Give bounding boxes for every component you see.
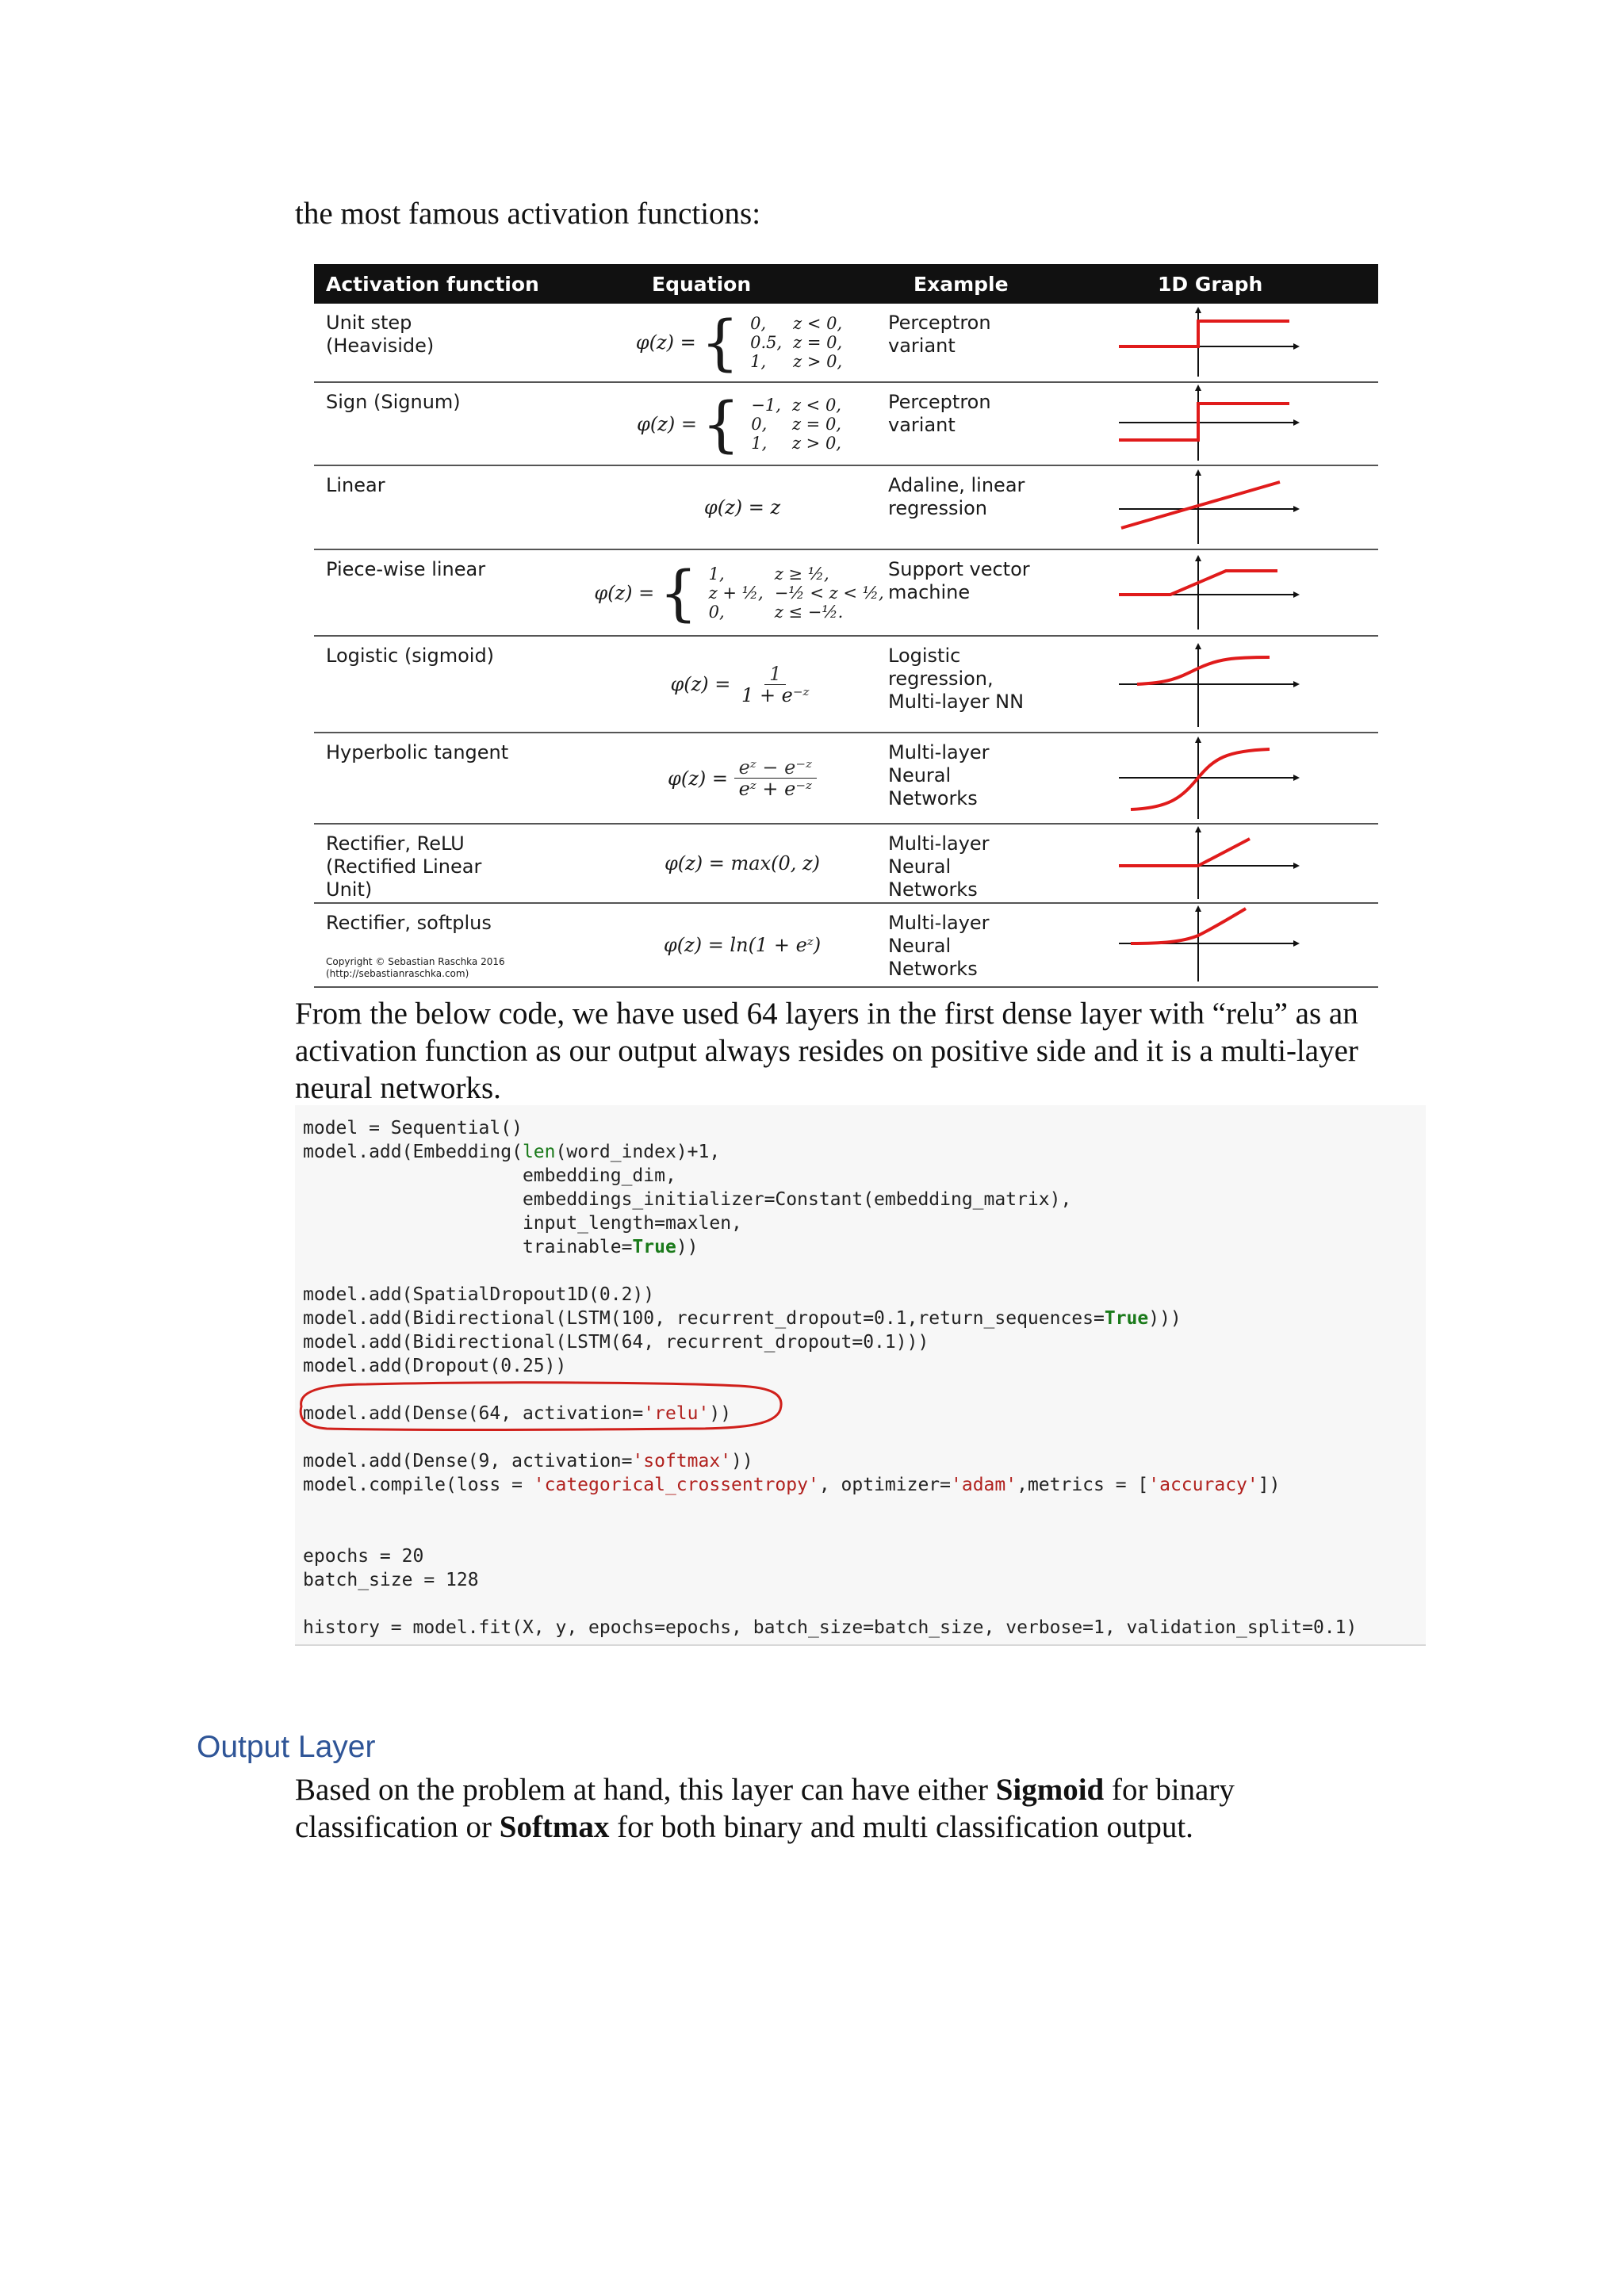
table-row [314, 733, 1378, 825]
explanation-paragraph: From the below code, we have used 64 layers in the first dense layer with “relu” as an activation function as our output always resides on positive side and it is a multi-layer neural networks. [295, 997, 1358, 1105]
piecewise-graph-icon [1115, 550, 1305, 635]
equation-piecewise: φ(z) = { 1, z ≥ ½, z + ½, −½ < z < ½, 0, z ≤ −½. [594, 557, 884, 628]
row-example: Perceptron variant [888, 391, 991, 436]
code-text: model = Sequential() model.add(Embedding(len(word_index)+1, embedding_dim, embeddings_initializer=Constant(embedding_matrix), input_length=maxlen, trainable=True)) model.add(SpatialDropout1D(0.2)) model.add(Bidirectional(LSTM(100, recurrent_dropout=0.1,return_sequences=True))) model.add(Bidirectional(LSTM(64, recurrent_dropout=0.1))) model.add(Dropout(0.25)) model.add(Dense(64, activation='relu')) model.add(Dense(9, activation='softmax')) model.compile(loss = 'categorical_crossentropy', optimizer='adam',metrics = ['accuracy']) epochs = 20 batch_size = 128 history = model.fit(X, y, epochs=epochs, batch_size=batch_size, verbose=1, validation_split=0.1) [303, 1118, 1358, 1638]
equation-sigmoid: φ(z) = $\frac{1}{\text{1 + e⁻ᶻ}}$ [670, 662, 810, 706]
relu-graph-icon [1115, 825, 1305, 902]
equation-sign: φ(z) = { −1, z < 0, 0, z = 0, 1, z > 0, [637, 388, 841, 459]
table-header [314, 264, 1378, 304]
equation-tanh: φ(z) = $\frac{\text{eᶻ − e⁻ᶻ}}{\text{eᶻ + e⁻ᶻ}}$ [552, 733, 933, 823]
table-row [314, 637, 1378, 733]
linear-graph-icon [1115, 466, 1305, 549]
section-heading-output-layer: Output Layer [197, 1730, 376, 1764]
tanh-graph-icon [1115, 733, 1305, 823]
table-row [314, 466, 1378, 550]
row-name: Sign (Signum) [326, 391, 461, 413]
row-name: Hyperbolic tangent [326, 741, 509, 763]
softplus-graph-icon [1115, 904, 1305, 986]
intro-text: the most famous activation functions: [295, 197, 761, 231]
header-1d-graph: 1D Graph [1158, 272, 1263, 296]
header-example: Example [914, 272, 1009, 296]
output-layer-paragraph: Based on the problem at hand, this layer can have either Sigmoid for binary classification or Softmax for both binary and multi classification output. [295, 1773, 1235, 1844]
row-example: Multi-layer Neural Networks [888, 741, 990, 809]
equation-softplus: φ(z) = ln(1 + eᶻ) [663, 934, 822, 956]
header-equation: Equation [652, 272, 752, 296]
row-name: Unit step (Heaviside) [326, 312, 435, 357]
step-graph-icon [1115, 304, 1305, 381]
row-name: Logistic (sigmoid) [326, 645, 495, 667]
row-name: Linear [326, 474, 385, 496]
sigmoid-graph-icon [1115, 637, 1305, 732]
sign-graph-icon [1115, 383, 1305, 465]
equation-step: φ(z) = { 0, z < 0, 0.5, z = 0, 1, z > 0, [635, 307, 843, 377]
table-row [314, 383, 1378, 466]
activation-functions-table [314, 264, 1378, 988]
table-row [314, 304, 1378, 383]
row-example: Adaline, linear regression [888, 474, 1025, 519]
equation-linear: φ(z) = z [703, 496, 781, 519]
row-name: Rectifier, ReLU (Rectified Linear Unit) [326, 832, 482, 901]
code-block [295, 1105, 1426, 1646]
copyright-note: Copyright © Sebastian Raschka 2016 (http://sebastianraschka.com) [326, 956, 505, 979]
row-example: Support vector machine [888, 558, 1030, 603]
row-name: Rectifier, softplus [326, 912, 492, 934]
row-example: Multi-layer Neural Networks [888, 832, 990, 901]
table-row [314, 550, 1378, 637]
table-row [314, 825, 1378, 904]
header-activation-function: Activation function [326, 272, 539, 296]
row-example: Perceptron variant [888, 312, 991, 357]
row-example: Multi-layer Neural Networks [888, 912, 990, 980]
row-example: Logistic regression, Multi-layer NN [888, 645, 1025, 713]
equation-relu: φ(z) = max(0, z) [664, 852, 821, 874]
table-row [314, 904, 1378, 988]
row-name: Piece-wise linear [326, 558, 486, 580]
